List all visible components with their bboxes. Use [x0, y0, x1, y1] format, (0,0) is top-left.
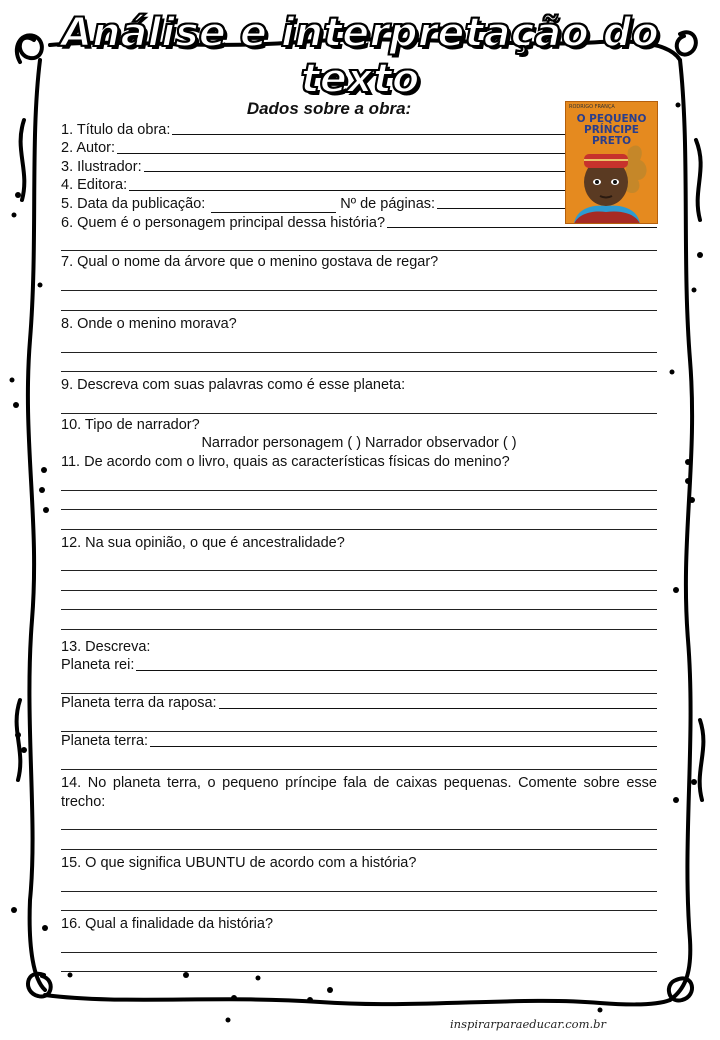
planet-earth-label: Planeta terra:	[61, 733, 149, 750]
answer-line[interactable]	[61, 232, 657, 251]
question-7: 7. Qual o nome da árvore que o menino gostava de regar?	[61, 254, 439, 271]
field-character-blank[interactable]	[387, 226, 657, 228]
planet-king-label: Planeta rei:	[61, 657, 135, 674]
question-13: 13. Descreva:	[61, 638, 151, 655]
answer-line[interactable]	[61, 713, 657, 732]
field-date-label: 5. Data da publicação:	[61, 195, 206, 212]
answer-line[interactable]	[61, 953, 657, 972]
website-credit: inspirarparaeducar.com.br	[450, 1017, 606, 1031]
field-pages-label: Nº de páginas:	[340, 195, 436, 212]
worksheet-body	[61, 100, 657, 972]
answer-line[interactable]	[61, 892, 657, 911]
answer-line[interactable]	[61, 471, 657, 490]
question-14: 14. No planeta terra, o pequeno príncipe fala de caixas pequenas. Comente sobre esse trecho:	[61, 775, 657, 810]
planet-king-blank[interactable]	[136, 669, 657, 671]
planet-earth-blank[interactable]	[150, 745, 657, 747]
question-15: 15. O que significa UBUNTU de acordo com a história?	[61, 854, 417, 871]
field-title-label: 1. Título da obra:	[61, 121, 171, 138]
answer-line[interactable]	[61, 872, 657, 891]
field-publisher-blank[interactable]	[129, 189, 565, 191]
question-8: 8. Onde o menino morava?	[61, 315, 237, 332]
field-illustrator-label: 3. Ilustrador:	[61, 158, 142, 175]
field-author-label: 2. Autor:	[61, 140, 116, 157]
question-10: 10. Tipo de narrador?	[61, 416, 200, 433]
question-12: 12. Na sua opinião, o que é ancestralidade?	[61, 534, 345, 551]
answer-line[interactable]	[61, 830, 657, 849]
answer-line[interactable]	[61, 272, 657, 291]
cover-title: O PEQUENO PRÍNCIPE PRETO	[576, 113, 647, 147]
answer-line[interactable]	[61, 395, 657, 414]
answer-line[interactable]	[61, 591, 657, 610]
answer-line[interactable]	[61, 675, 657, 694]
answer-line[interactable]	[61, 491, 657, 510]
field-title-blank[interactable]	[172, 133, 565, 135]
field-illustrator-blank[interactable]	[144, 170, 565, 172]
page-title: Análise e interpretação do texto	[61, 10, 659, 102]
section-subtitle: Dados sobre a obra:	[246, 99, 412, 118]
answer-line[interactable]	[61, 552, 657, 571]
answer-line[interactable]	[61, 571, 657, 590]
question-16: 16. Qual a finalidade da história?	[61, 916, 274, 933]
answer-line[interactable]	[61, 510, 657, 529]
answer-line[interactable]	[61, 811, 657, 830]
narrator-options[interactable]: Narrador personagem ( ) Narrador observador ( )	[201, 435, 517, 452]
field-author-blank[interactable]	[117, 152, 565, 154]
answer-line[interactable]	[61, 610, 657, 629]
planet-fox-blank[interactable]	[219, 707, 657, 709]
question-9: 9. Descreva com suas palavras como é esse planeta:	[61, 377, 406, 394]
field-pages-blank[interactable]	[437, 207, 565, 209]
field-character-label: 6. Quem é o personagem principal dessa história?	[61, 214, 386, 231]
answer-line[interactable]	[61, 333, 657, 352]
field-publisher-label: 4. Editora:	[61, 177, 128, 194]
answer-line[interactable]	[61, 291, 657, 310]
field-date-blank[interactable]	[211, 198, 336, 213]
planet-fox-label: Planeta terra da raposa:	[61, 695, 217, 712]
answer-line[interactable]	[61, 934, 657, 953]
answer-line[interactable]	[61, 353, 657, 372]
cover-author: RODRIGO FRANÇA	[569, 104, 615, 110]
question-11: 11. De acordo com o livro, quais as características físicas do menino?	[61, 453, 510, 470]
answer-line[interactable]	[61, 751, 657, 770]
